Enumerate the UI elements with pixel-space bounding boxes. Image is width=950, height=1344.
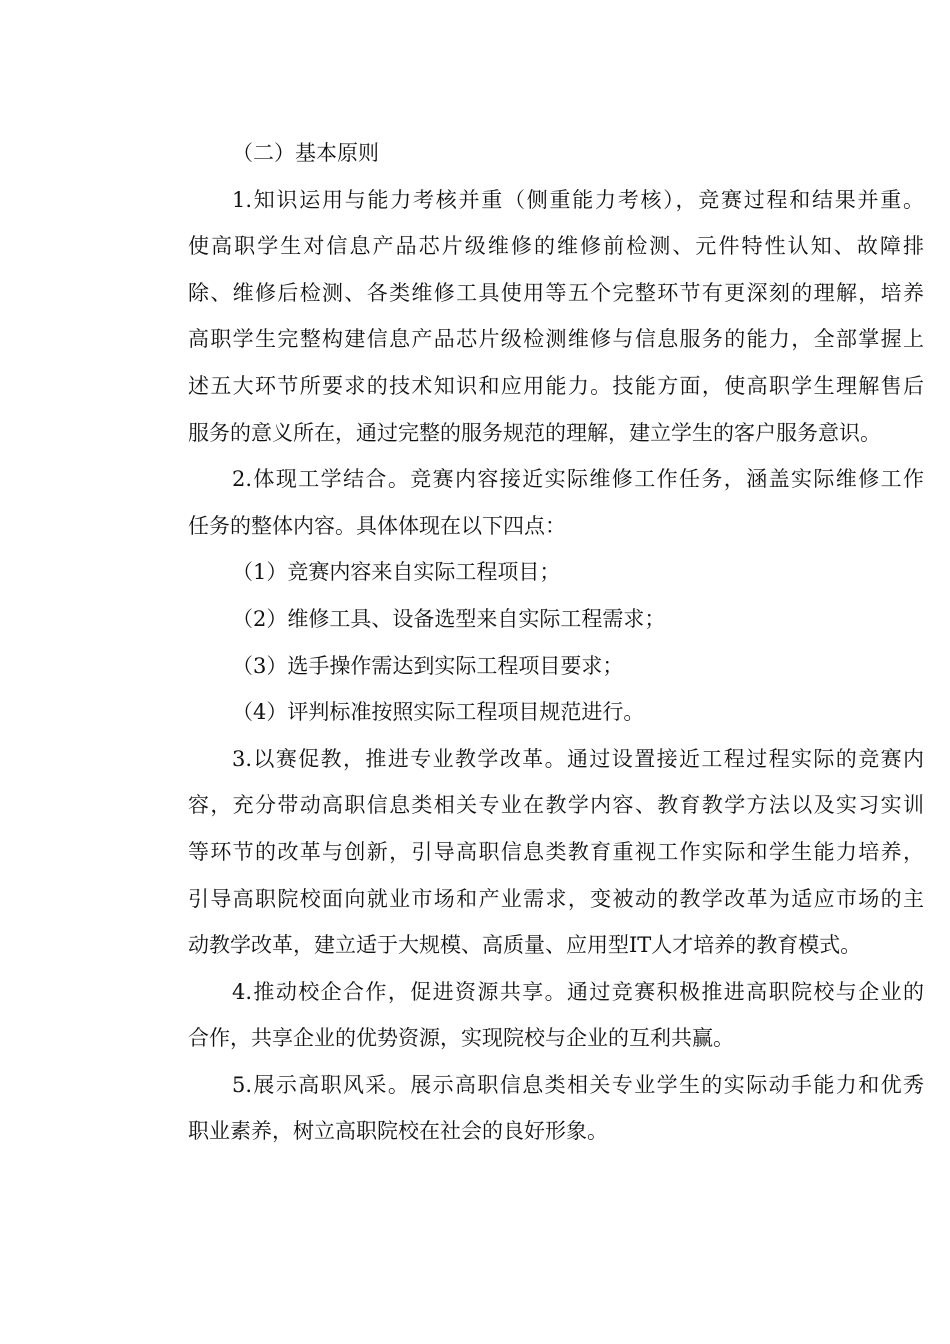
paragraph-line: 述五大环节所要求的技术知识和应用能力。技能方面，使高职学生理解售后 bbox=[188, 373, 924, 398]
paragraph-1 bbox=[188, 177, 924, 457]
list-item: （3）选手操作需达到实际工程项目要求； bbox=[232, 653, 624, 678]
paragraph-5 bbox=[188, 1062, 924, 1155]
paragraph-line: 任务的整体内容。具体体现在以下四点： bbox=[188, 513, 566, 538]
paragraph-4 bbox=[188, 969, 924, 1062]
paragraph-line: 使高职学生对信息产品芯片级维修的维修前检测、元件特性认知、故障排 bbox=[188, 234, 924, 259]
paragraph-line: 服务的意义所在，通过完整的服务规范的理解，建立学生的客户服务意识。 bbox=[188, 420, 881, 445]
document-body bbox=[188, 130, 924, 1155]
paragraph-line: 等环节的改革与创新，引导高职信息类教育重视工作实际和学生能力培养， bbox=[188, 839, 924, 864]
paragraph-line: 高职学生完整构建信息产品芯片级检测维修与信息服务的能力，全部掌握上 bbox=[188, 327, 924, 352]
paragraph-line: 4.推动校企合作，促进资源共享。通过竞赛积极推进高职院校与企业的 bbox=[232, 979, 924, 1004]
paragraph-line: 容，充分带动高职信息类相关专业在教学内容、教育教学方法以及实习实训 bbox=[188, 793, 924, 818]
paragraph-line: 动教学改革，建立适于大规模、高质量、应用型IT人才培养的教育模式。 bbox=[188, 933, 862, 958]
paragraph-3 bbox=[188, 736, 924, 969]
paragraph-line: 3.以赛促教，推进专业教学改革。通过设置接近工程过程实际的竞赛内 bbox=[232, 746, 924, 771]
paragraph-line: 1.知识运用与能力考核并重（侧重能力考核），竞赛过程和结果并重。 bbox=[232, 187, 924, 212]
item-list bbox=[188, 549, 924, 735]
paragraph-line: 合作，共享企业的优势资源，实现院校与企业的互利共赢。 bbox=[188, 1026, 734, 1051]
section-heading: （二）基本原则 bbox=[232, 141, 379, 165]
paragraph-2 bbox=[188, 456, 924, 549]
paragraph-line: 引导高职院校面向就业市场和产业需求，变被动的教学改革为适应市场的主 bbox=[188, 886, 924, 911]
paragraph-line: 除、维修后检测、各类维修工具使用等五个完整环节有更深刻的理解，培养 bbox=[188, 280, 924, 305]
paragraph-line: 职业素养，树立高职院校在社会的良好形象。 bbox=[188, 1119, 608, 1144]
paragraph-line: 5.展示高职风采。展示高职信息类相关专业学生的实际动手能力和优秀 bbox=[232, 1072, 924, 1097]
list-item: （1）竞赛内容来自实际工程项目； bbox=[232, 560, 561, 585]
paragraph-line: 2.体现工学结合。竞赛内容接近实际维修工作任务，涵盖实际维修工作 bbox=[232, 467, 924, 492]
list-item: （2）维修工具、设备选型来自实际工程需求； bbox=[232, 606, 666, 631]
list-item: （4）评判标准按照实际工程项目规范进行。 bbox=[232, 700, 645, 725]
